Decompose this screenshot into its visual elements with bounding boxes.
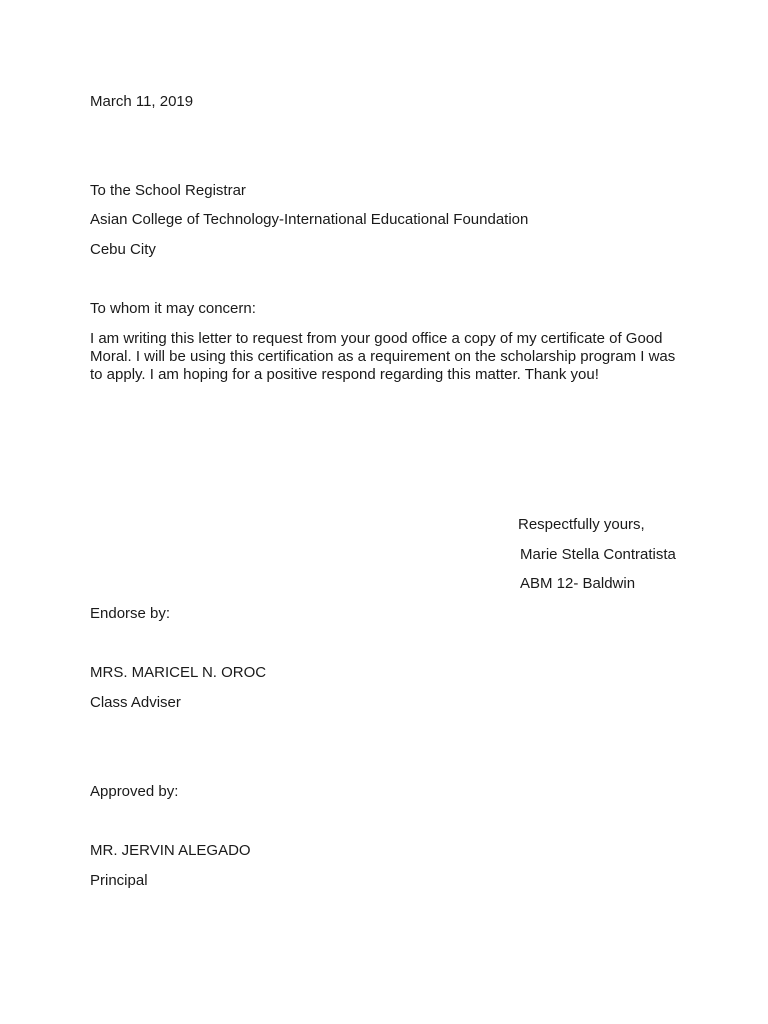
- letter-body: I am writing this letter to request from your good office a copy of my certificate of Good Moral. I will be using this certification as a requirement on the scholarship program I was to apply. I am hoping for a positive respond regarding this matter. Thank you!: [90, 330, 676, 383]
- recipient-line-3: Cebu City: [90, 241, 156, 258]
- recipient-line-1: To the School Registrar: [90, 182, 246, 199]
- salutation: To whom it may concern:: [90, 300, 256, 317]
- sender-name: Marie Stella Contratista: [520, 546, 676, 563]
- recipient-line-2: Asian College of Technology-International Educational Foundation: [90, 211, 529, 228]
- closing-phrase: Respectfully yours,: [518, 516, 645, 533]
- approver-title: Principal: [90, 872, 148, 889]
- endorser-title: Class Adviser: [90, 694, 181, 711]
- sender-section: ABM 12- Baldwin: [520, 575, 636, 592]
- letter-date: March 11, 2019: [90, 93, 194, 110]
- approver-name: MR. JERVIN ALEGADO: [90, 842, 251, 859]
- endorser-name: MRS. MARICEL N. OROC: [90, 664, 267, 681]
- approved-label: Approved by:: [90, 783, 179, 800]
- endorse-label: Endorse by:: [90, 605, 171, 622]
